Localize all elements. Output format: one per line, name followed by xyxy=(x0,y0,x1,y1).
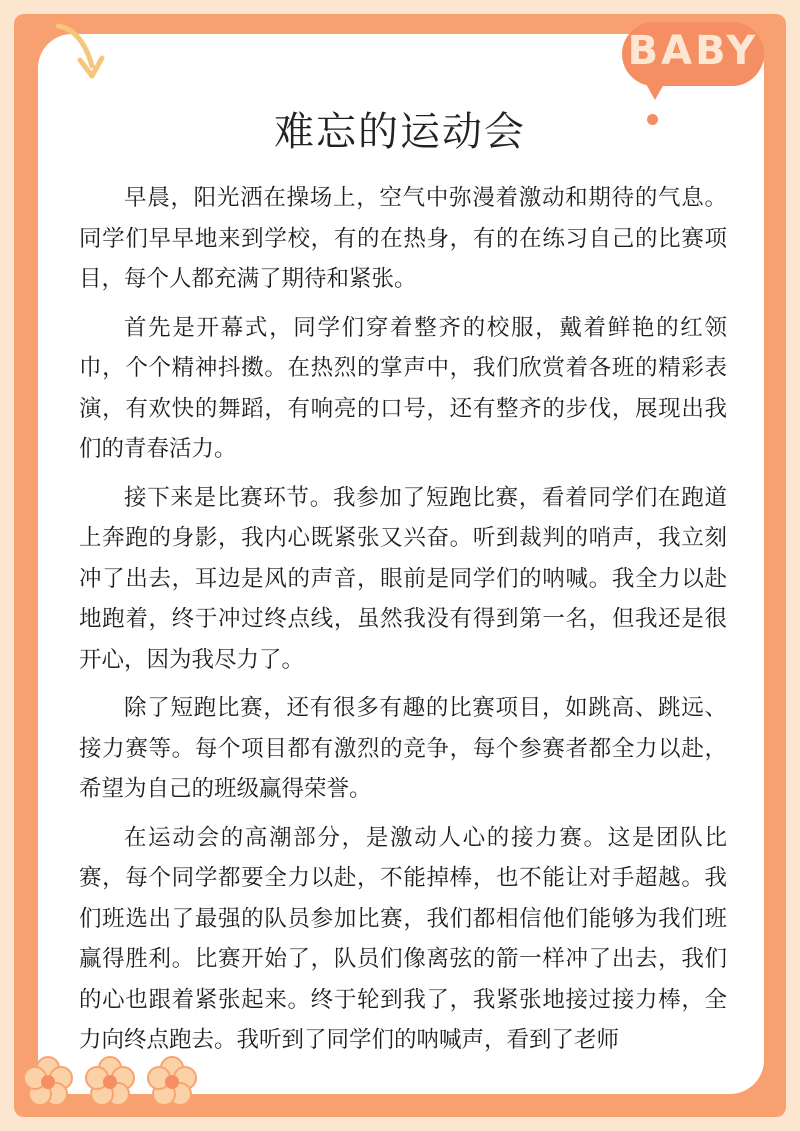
flower-icon xyxy=(86,1057,134,1105)
flower-icon xyxy=(24,1057,72,1105)
flower-decoration xyxy=(14,1048,214,1118)
essay-body xyxy=(79,178,727,1069)
sparkle-icon xyxy=(52,20,132,90)
badge-tail xyxy=(646,84,664,100)
baby-badge-text: BABY xyxy=(627,28,759,74)
flower-icon xyxy=(148,1057,196,1105)
paragraph-2: 首先是开幕式，同学们穿着整齐的校服，戴着鲜艳的红领巾，个个精神抖擞。在热烈的掌声中，我们欣赏着各班的精彩表演，有欢快的舞蹈，有响亮的口号，还有整齐的步伐，展现出我们的青春活力。 xyxy=(79,314,727,462)
essay-title: 难忘的运动会 xyxy=(274,109,526,155)
paragraph-5: 在运动会的高潮部分，是激动人心的接力赛。这是团队比赛，每个同学都要全力以赴，不能掉棒，也不能让对手超越。我们班选出了最强的队员参加比赛，我们都相信他们能够为我们班赢得胜利。比赛开始了，队员们像离弦的箭一样冲了出去，我们的心也跟着紧张起来。终于轮到我了，我紧张地接过接力棒，全力向终点跑去。我听到了同学们的呐喊声，看到了老师 xyxy=(79,824,727,1053)
paragraph-1: 早晨，阳光洒在操场上，空气中弥漫着激动和期待的气息。同学们早早地来到学校，有的在热身，有的在练习自己的比赛项目，每个人都充满了期待和紧张。 xyxy=(79,185,727,292)
paragraph-4: 除了短跑比赛，还有很多有趣的比赛项目，如跳高、跳远、接力赛等。每个项目都有激烈的竞争，每个参赛者都全力以赴，希望为自己的班级赢得荣誉。 xyxy=(79,695,727,802)
paragraph-3: 接下来是比赛环节。我参加了短跑比赛，看着同学们在跑道上奔跑的身影，我内心既紧张又兴奋。听到裁判的哨声，我立刻冲了出去，耳边是风的声音，眼前是同学们的呐喊。我全力以赴地跑着，终于冲过终点线，虽然我没有得到第一名，但我还是很开心，因为我尽力了。 xyxy=(79,484,727,673)
baby-badge xyxy=(622,22,764,86)
